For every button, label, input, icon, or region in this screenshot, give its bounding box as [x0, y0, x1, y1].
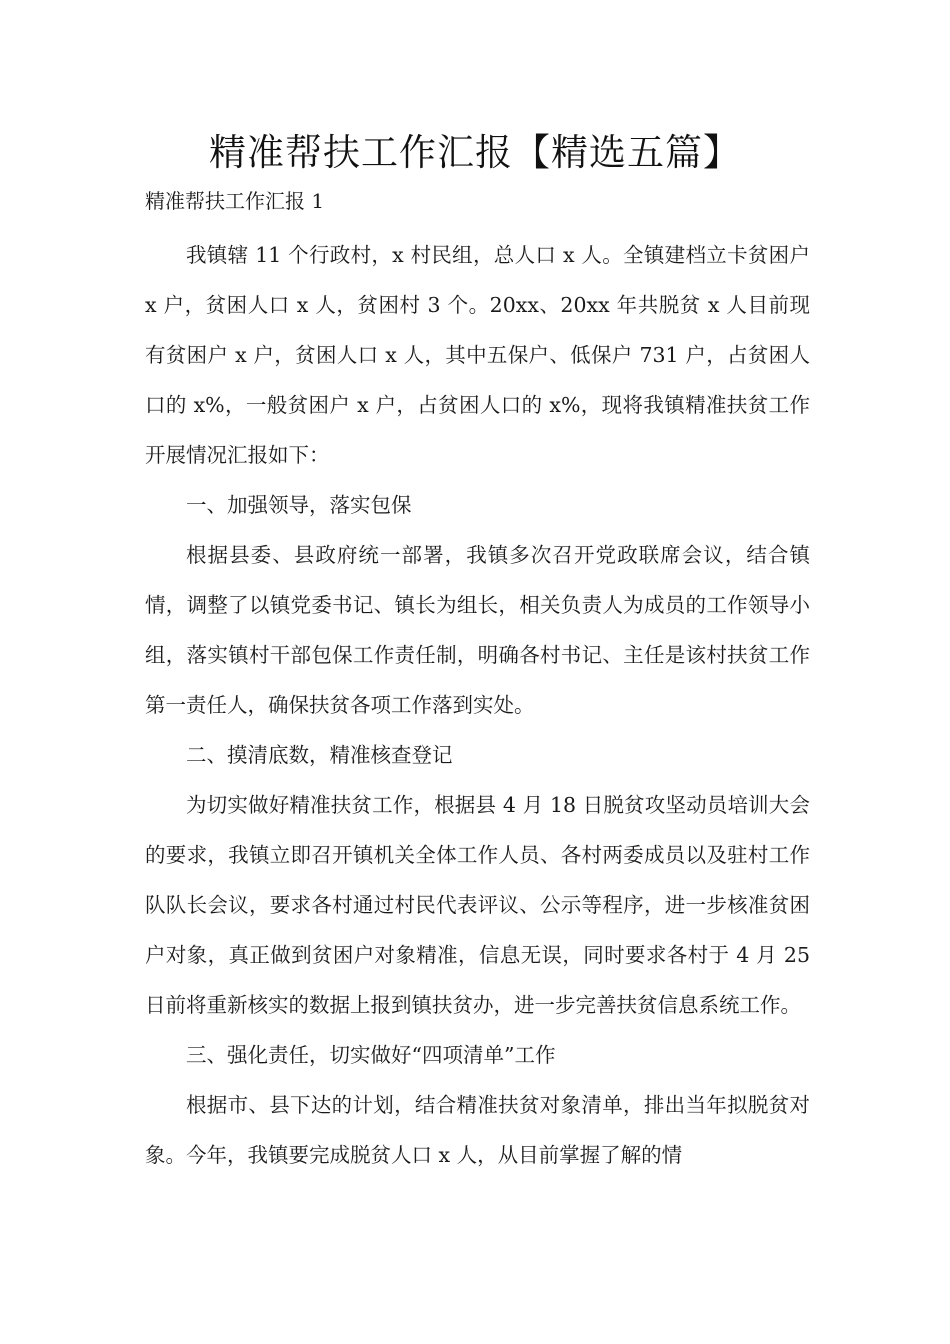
- paragraph-section-3: 根据市、县下达的计划，结合精准扶贫对象清单，排出当年拟脱贫对象。今年，我镇要完成脱贫人口 x 人，从目前掌握了解的情: [145, 1093, 810, 1167]
- document-subtitle: 精准帮扶工作汇报 1: [145, 189, 325, 213]
- section-heading-1: 一、加强领导，落实包保: [186, 493, 412, 517]
- section-heading-2: 二、摸清底数，精准核查登记: [186, 743, 453, 767]
- paragraph-section-2: 为切实做好精准扶贫工作，根据县 4 月 18 日脱贫攻坚动员培训大会的要求，我镇立即召开镇机关全体工作人员、各村两委成员以及驻村工作队队长会议，要求各村通过村民代表评议、公示等程序，进一步核准贫困户对象，真正做到贫困户对象精准，信息无误，同时要求各村于 4 月 25 日前将重新核实的数据上报到镇扶贫办，进一步完善扶贫信息系统工作。: [145, 793, 810, 1017]
- paragraph-intro: 我镇辖 11 个行政村，x 村民组，总人口 x 人。全镇建档立卡贫困户 x 户，贫困人口 x 人，贫困村 3 个。20xx、20xx 年共脱贫 x 人目前现有贫困户 x 户，贫困人口 x 人，其中五保户、低保户 731 户，占贫困人口的 x%，一般贫困户 x 户，占贫困人口的 x%，现将我镇精准扶贫工作开展情况汇报如下：: [145, 243, 810, 467]
- section-heading-3: 三、强化责任，切实做好“四项清单”工作: [186, 1043, 556, 1067]
- paragraph-section-1: 根据县委、县政府统一部署，我镇多次召开党政联席会议，结合镇情，调整了以镇党委书记、镇长为组长，相关负责人为成员的工作领导小组，落实镇村干部包保工作责任制，明确各村书记、主任是该村扶贫工作第一责任人，确保扶贫各项工作落到实处。: [145, 543, 810, 717]
- document-body: [145, 230, 810, 1180]
- document-title: 精准帮扶工作汇报【精选五篇】: [209, 131, 741, 174]
